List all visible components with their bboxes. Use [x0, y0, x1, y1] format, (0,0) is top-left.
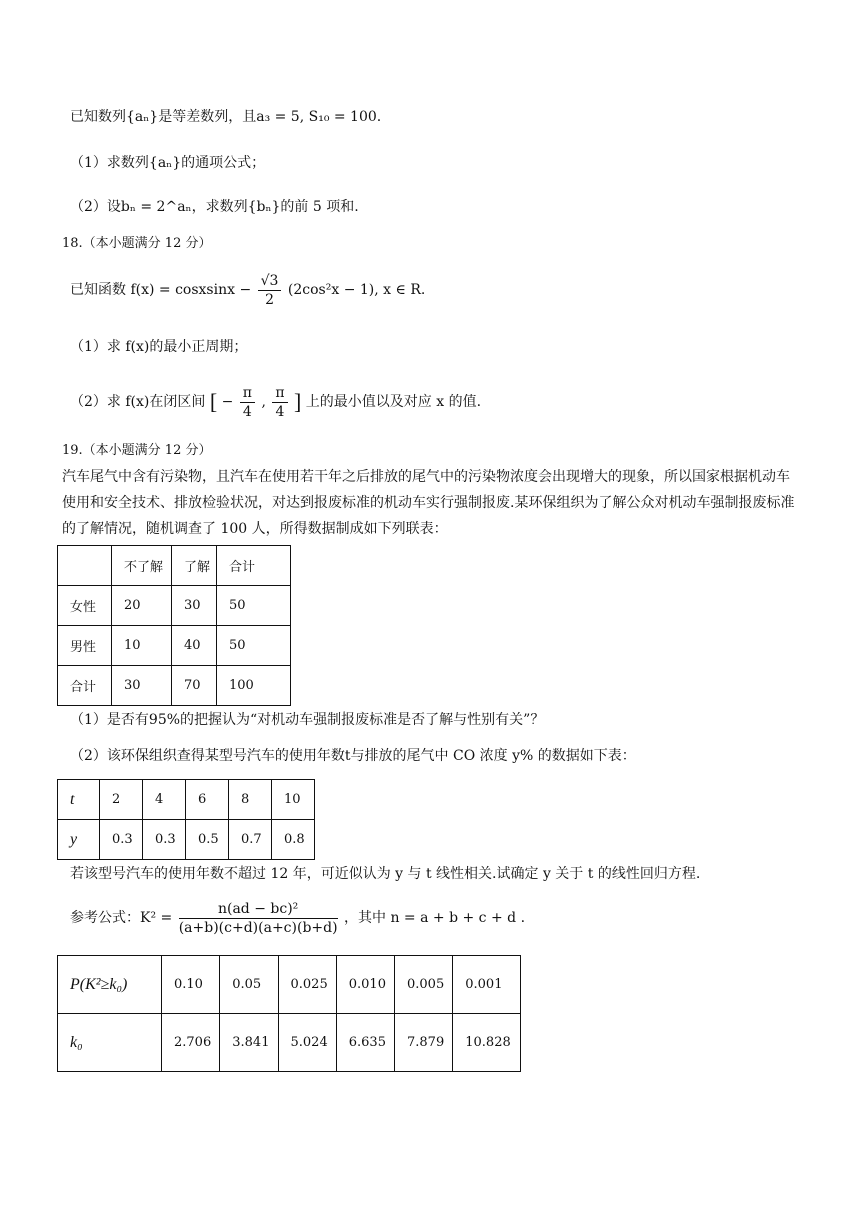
p19-question-2: （2）该环保组织查得某型号汽车的使用年数t与排放的尾气中 CO 浓度 y% 的数据如下表：: [70, 748, 636, 764]
table-row: [58, 626, 291, 666]
table-cell: 6.635: [336, 1014, 394, 1072]
p18-q2-suffix: 上的最小值以及对应 x 的值.: [305, 394, 482, 410]
fraction-denominator: 4: [275, 403, 285, 420]
interval-right-fraction: [272, 384, 287, 421]
fraction-numerator: π: [272, 384, 287, 403]
p17-question-1: （1）求数列{aₙ}的通项公式；: [70, 155, 266, 171]
table-cell: 0.005: [395, 956, 453, 1014]
left-bracket: [: [209, 389, 218, 414]
co-concentration-table: [57, 779, 315, 860]
table-cell: k₀: [58, 1014, 162, 1072]
p18-question-1: （1）求 f(x)的最小正周期；: [70, 339, 248, 355]
table-cell: 合计: [58, 666, 112, 706]
k-squared-fraction: [179, 900, 338, 937]
formula-suffix: ，其中 n = a + b + c + d .: [344, 910, 526, 926]
table-cell: 6: [186, 780, 229, 820]
table-row: [58, 546, 291, 586]
table-cell: 10: [112, 626, 172, 666]
fraction-numerator: √3: [258, 272, 282, 291]
fraction-numerator: n(ad − bc)²: [179, 900, 338, 919]
formula-prefix: 参考公式：K² =: [70, 910, 173, 926]
table-row: [58, 820, 315, 860]
table-cell: 0.8: [272, 820, 315, 860]
table-cell: 0.5: [186, 820, 229, 860]
table-cell: 0.001: [453, 956, 521, 1014]
table-cell: 50: [217, 586, 291, 626]
comma: ,: [261, 394, 266, 410]
table-cell: 5.024: [278, 1014, 336, 1072]
minus-sign: −: [221, 394, 234, 410]
fraction-denominator: 4: [242, 403, 252, 420]
p18-intro-prefix: 已知函数 f(x) = cosxsinx −: [70, 282, 252, 298]
table-cell: P(K²≥k₀): [58, 956, 162, 1014]
table-cell: 0.025: [278, 956, 336, 1014]
table-cell: 50: [217, 626, 291, 666]
fraction-numerator: π: [240, 384, 255, 403]
p18-question-2: [70, 380, 481, 424]
right-bracket: ]: [294, 389, 302, 414]
table-cell: y: [58, 820, 100, 860]
table-cell: 0.7: [229, 820, 272, 860]
table-cell: 0.3: [100, 820, 143, 860]
table-cell: 3.841: [220, 1014, 278, 1072]
fraction-denominator: (a+b)(c+d)(a+c)(b+d): [178, 919, 338, 936]
table-cell: 合计: [217, 546, 291, 586]
contingency-table: [57, 545, 291, 706]
table-row: [58, 956, 521, 1014]
table-cell: 70: [172, 666, 217, 706]
table-cell: [58, 546, 112, 586]
table-row: [58, 780, 315, 820]
table-cell: t: [58, 780, 100, 820]
p17-intro: 已知数列{aₙ}是等差数列，且a₃ = 5, S₁₀ = 100.: [70, 109, 382, 125]
p19-question-1: （1）是否有95%的把握认为“对机动车强制报废标准是否了解与性别有关”？: [70, 712, 545, 728]
sqrt3-over-2-fraction: [258, 272, 282, 309]
interval-left-fraction: [240, 384, 255, 421]
table-cell: 2: [100, 780, 143, 820]
table-cell: 10.828: [453, 1014, 521, 1072]
table-cell: 7.879: [395, 1014, 453, 1072]
table-cell: 10: [272, 780, 315, 820]
p19-header: 19.（本小题满分 12 分）: [62, 443, 212, 458]
table-cell: 8: [229, 780, 272, 820]
table-cell: 100: [217, 666, 291, 706]
p17-question-2: （2）设bₙ = 2^aₙ，求数列{bₙ}的前 5 项和.: [70, 199, 359, 215]
table-row: [58, 666, 291, 706]
p18-q2-prefix: （2）求 f(x)在闭区间: [70, 394, 206, 410]
table-row: [58, 586, 291, 626]
table-cell: 30: [172, 586, 217, 626]
table-cell: 20: [112, 586, 172, 626]
critical-value-table: [57, 955, 521, 1072]
table-cell: 40: [172, 626, 217, 666]
fraction-denominator: 2: [265, 291, 275, 308]
table-cell: 0.010: [336, 956, 394, 1014]
p18-intro-suffix: (2cos²x − 1), x ∈ R.: [287, 282, 426, 298]
p19-question-2-continued: 若该型号汽车的使用年数不超过 12 年，可近似认为 y 与 t 线性相关.试确定 y 关于 t 的线性回归方程.: [70, 866, 701, 882]
table-cell: 4: [143, 780, 186, 820]
table-cell: 不了解: [112, 546, 172, 586]
table-row: [58, 1014, 521, 1072]
table-cell: 0.10: [162, 956, 220, 1014]
table-cell: 了解: [172, 546, 217, 586]
table-cell: 男性: [58, 626, 112, 666]
p18-header: 18.（本小题满分 12 分）: [62, 236, 212, 251]
table-cell: 2.706: [162, 1014, 220, 1072]
table-cell: 0.05: [220, 956, 278, 1014]
table-cell: 0.3: [143, 820, 186, 860]
p19-paragraph: 汽车尾气中含有污染物，且汽车在使用若干年之后排放的尾气中的污染物浓度会出现增大的现象，所以国家根据机动车使用和安全技术、排放检验状况，对达到报废标准的机动车实行强制报废.某环保组织为了解公众对机动车强制报废标准的了解情况，随机调查了 100 人，所得数据制成如下列联表：: [62, 469, 795, 537]
p18-intro: [70, 270, 425, 310]
table-cell: 30: [112, 666, 172, 706]
table-cell: 女性: [58, 586, 112, 626]
reference-formula: [70, 896, 525, 940]
